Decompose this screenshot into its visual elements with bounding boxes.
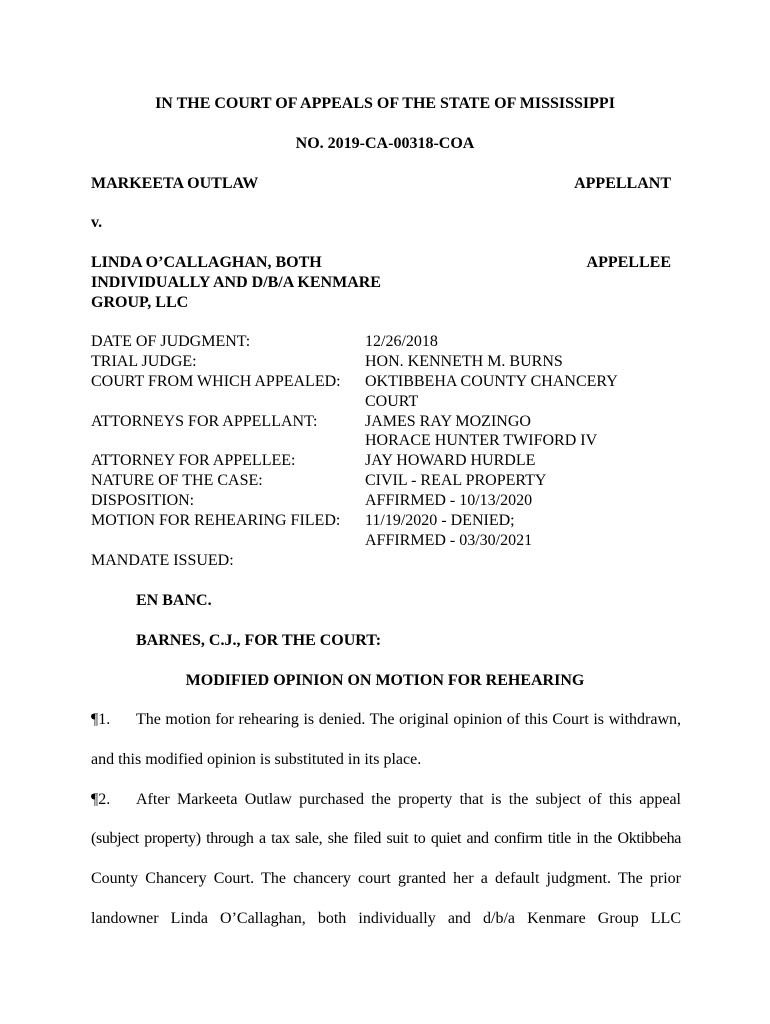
paragraph-line: (subject property) through a tax sale, she filed suit to quiet and confirm title in the Oktibbeha: [91, 830, 681, 847]
paragraph-line: After Markeeta Outlaw purchased the property that is the subject of this appeal: [136, 791, 681, 808]
appellee-name-line: INDIVIDUALLY AND D/B/A KENMARE: [91, 274, 381, 291]
case-info-label: COURT FROM WHICH APPEALED:: [91, 373, 341, 390]
en-banc: EN BANC.: [136, 592, 212, 609]
court-heading: IN THE COURT OF APPEALS OF THE STATE OF MISSISSIPPI: [155, 95, 615, 112]
case-info-label: ATTORNEYS FOR APPELLANT:: [91, 413, 318, 430]
case-info-value: JAMES RAY MOZINGO: [365, 413, 531, 430]
case-info-value: OKTIBBEHA COUNTY CHANCERY: [365, 373, 618, 390]
case-info-value: 11/19/2020 - DENIED;: [365, 512, 515, 529]
paragraph-line: The motion for rehearing is denied. The original opinion of this Court is withdrawn,: [136, 711, 681, 728]
case-info-label: NATURE OF THE CASE:: [91, 472, 263, 489]
case-info-value: 12/26/2018: [365, 333, 438, 350]
paragraph-line: landowner Linda O’Callaghan, both individually and d/b/a Kenmare Group LLC: [91, 910, 681, 927]
paragraph-line: County Chancery Court. The chancery court granted her a default judgment. The prior: [91, 870, 681, 887]
case-number: NO. 2019-CA-00318-COA: [295, 135, 475, 152]
paragraph-line: and this modified opinion is substituted in its place.: [91, 751, 422, 768]
case-info-label: TRIAL JUDGE:: [91, 353, 197, 370]
case-info-label: MOTION FOR REHEARING FILED:: [91, 512, 341, 529]
paragraph-number: ¶2.: [91, 791, 111, 808]
paragraph-number: ¶1.: [91, 711, 111, 728]
appellant-name: MARKEETA OUTLAW: [91, 175, 259, 192]
appellee-role: APPELLEE: [586, 254, 671, 271]
versus: v.: [91, 214, 103, 231]
case-info-value: JAY HOWARD HURDLE: [365, 452, 536, 469]
case-info-value: HORACE HUNTER TWIFORD IV: [365, 432, 598, 449]
case-info-label: DATE OF JUDGMENT:: [91, 333, 251, 350]
case-info-value: CIVIL - REAL PROPERTY: [365, 472, 547, 489]
case-info-label: DISPOSITION:: [91, 492, 195, 509]
author-line: BARNES, C.J., FOR THE COURT:: [136, 632, 382, 649]
case-info-label: MANDATE ISSUED:: [91, 552, 234, 569]
case-info-value: AFFIRMED - 03/30/2021: [365, 532, 533, 549]
appellee-name-line: GROUP, LLC: [91, 294, 189, 311]
appellant-role: APPELLANT: [574, 175, 671, 192]
case-info-value: HON. KENNETH M. BURNS: [365, 353, 563, 370]
opinion-title: MODIFIED OPINION ON MOTION FOR REHEARING: [185, 672, 585, 689]
case-info-value: AFFIRMED - 10/13/2020: [365, 492, 533, 509]
case-info-value: COURT: [365, 393, 419, 410]
appellee-name-line: LINDA O’CALLAGHAN, BOTH: [91, 254, 322, 271]
case-info-label: ATTORNEY FOR APPELLEE:: [91, 452, 296, 469]
